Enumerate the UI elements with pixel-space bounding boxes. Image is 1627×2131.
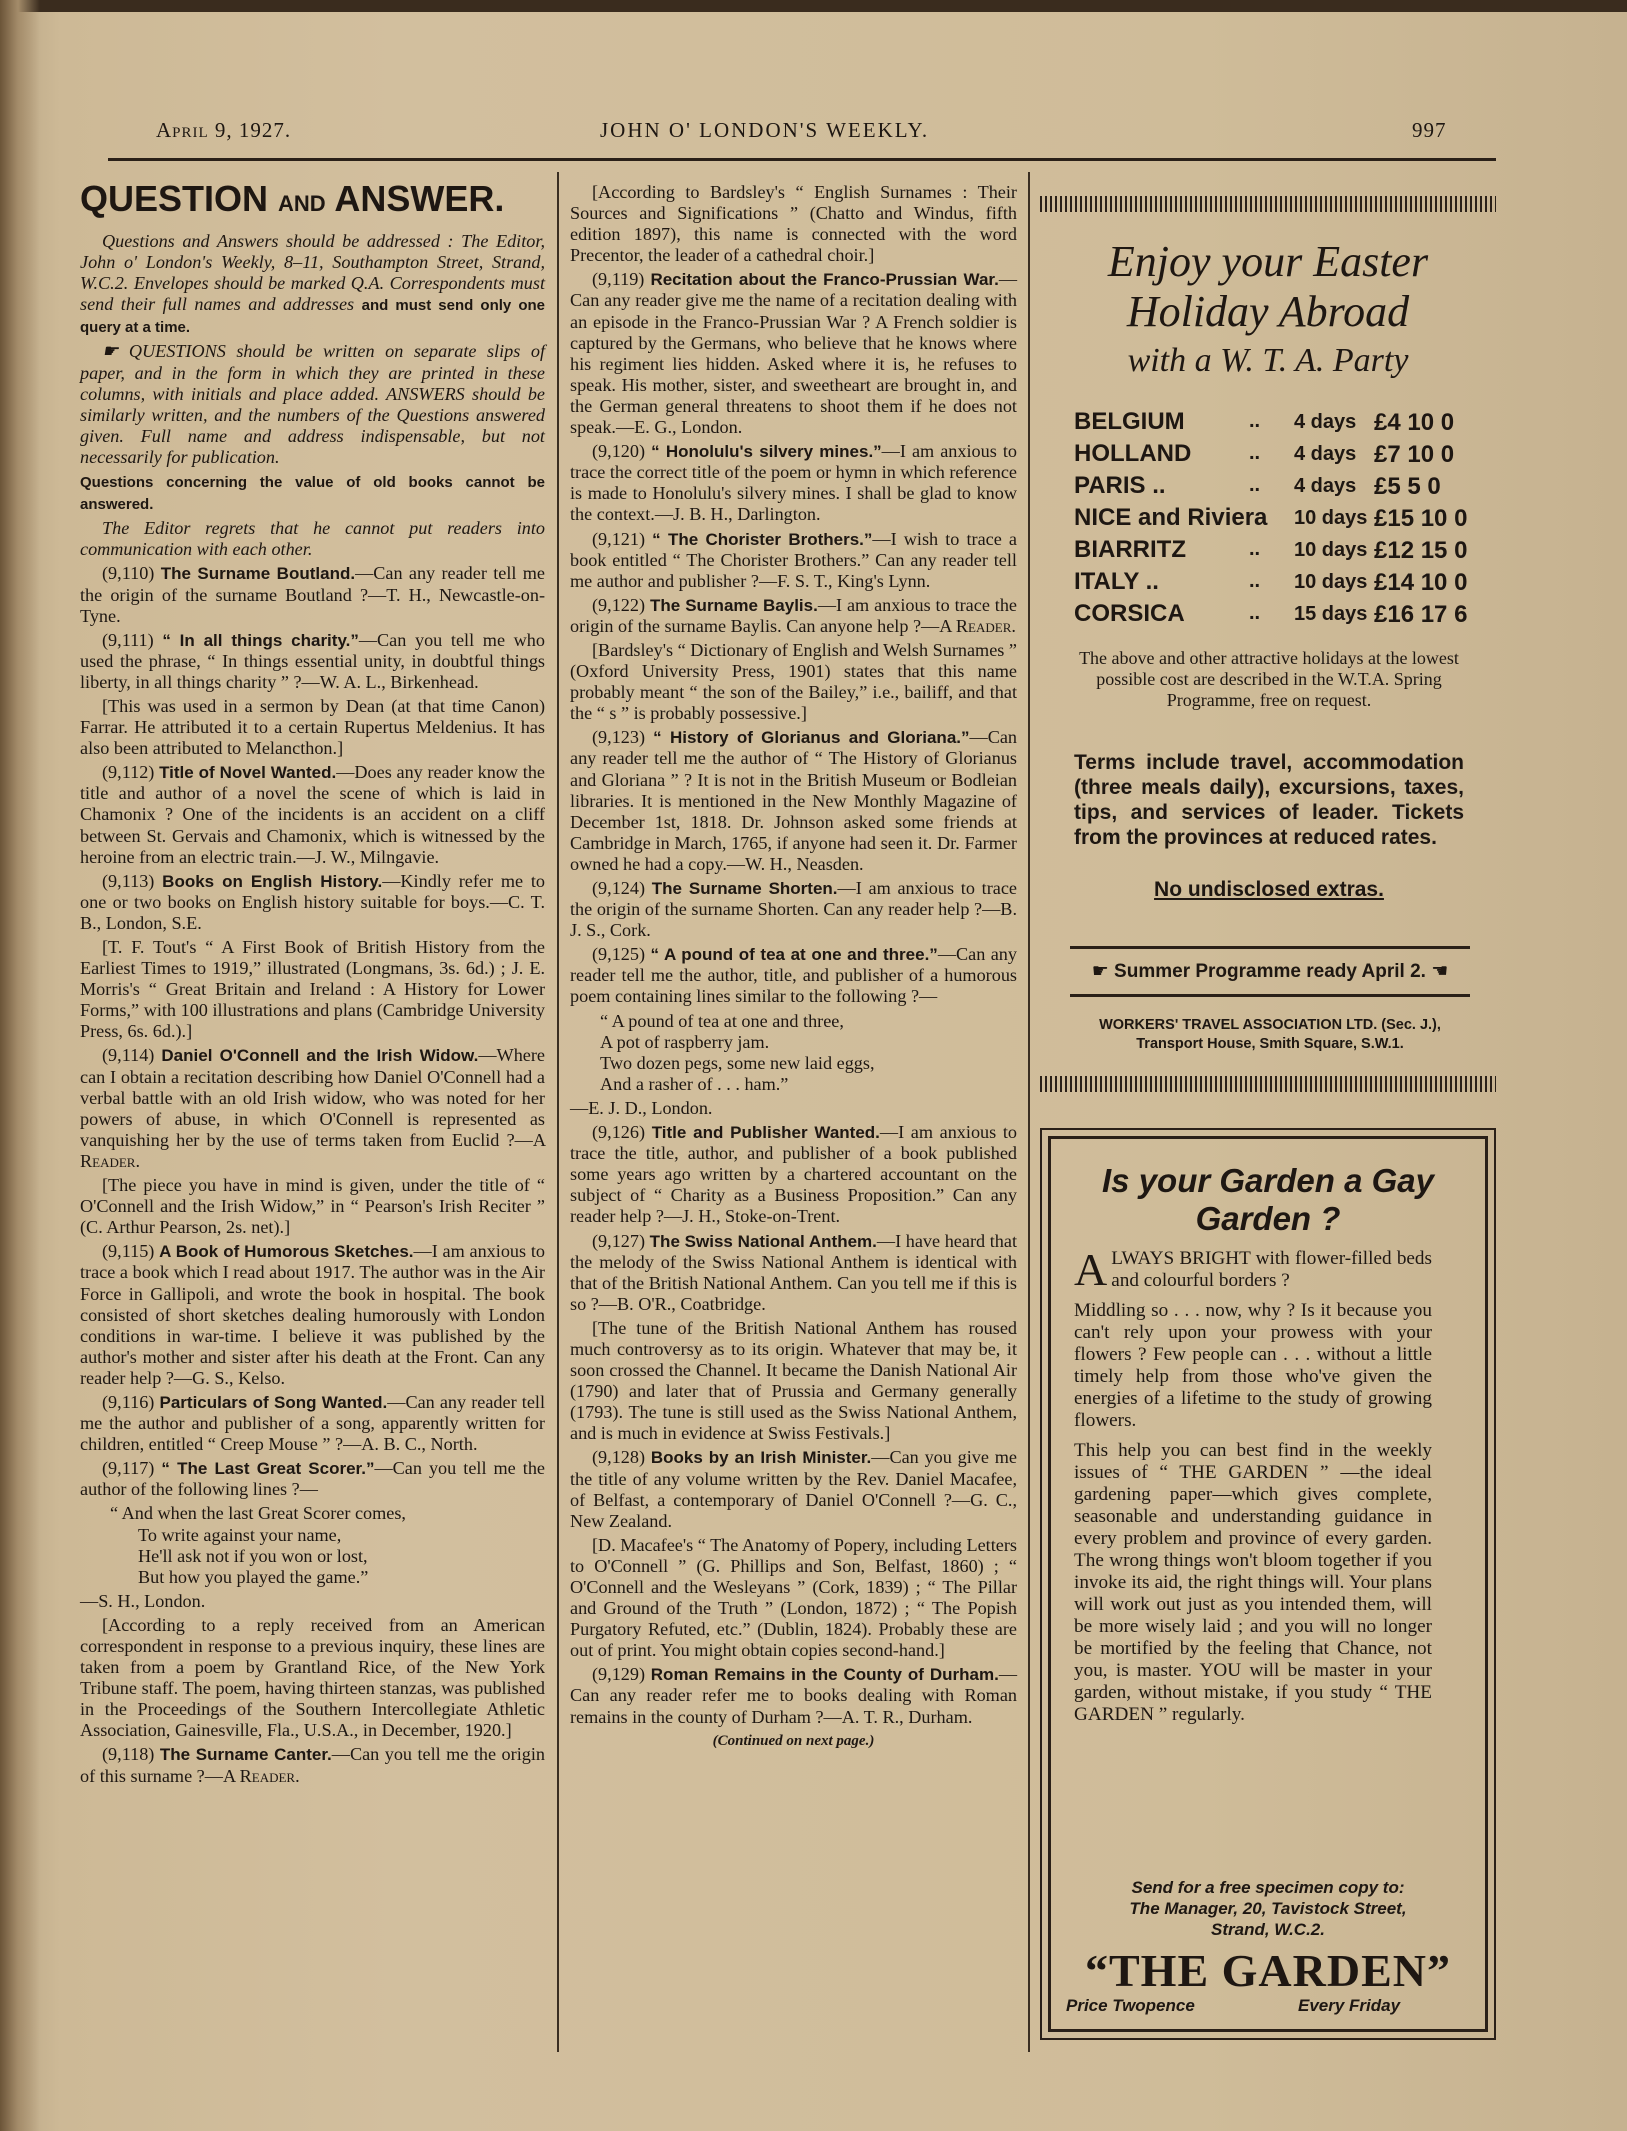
query-9121: (9,121) “ The Chorister Brothers.”—I wish to trace a book entitled “ The Chorister Brothers.” Can any reader tell me author and publisher ?—F. S. T., King's Lynn. [570, 528, 1018, 591]
column-1 [80, 178, 545, 1790]
query-9110: (9,110) The Surname Boutland.—Can any reader tell me the origin of the surname Boutland ?—T. H., Newcastle-on-Tyne. [80, 563, 545, 626]
hatch-border-top [1040, 196, 1496, 212]
column-divider-2 [1028, 172, 1030, 2052]
page-binding-edge [0, 0, 40, 2131]
query-9114: (9,114) Daniel O'Connell and the Irish Widow.—Where can I obtain a recitation describing how Daniel O'Connell had a verbal battle with an old Irish widow, who was noted for her powers of abuse, in which O'Connell is represented as vanquishing her by the use of terms taken from Euclid ?—A Reader. [80, 1045, 546, 1171]
column-2 [570, 182, 1017, 1755]
header-rule [108, 158, 1496, 161]
intro-editor-regrets: The Editor regrets that he cannot put readers into communication with each other. [80, 518, 545, 560]
answer-9113: [T. F. Tout's “ A First Book of British History from the Earliest Times to 1919,” illustrated (Longmans, 3s. 6d.) ; J. E. Morris's “ Great Britain and Ireland : A History for Lower Forms,” with 100 illustrations and plans (Cambridge University Press, 6s. 6d.).] [80, 937, 545, 1042]
query-9125: (9,125) “ A pound of tea at one and three.”—Can any reader tell me the author, title, and publisher of a humorous poem containing lines similar to the following ?— [570, 944, 1017, 1007]
query-9117: (9,117) “ The Last Great Scorer.”—Can you tell me the author of the following lines ?— [80, 1458, 545, 1500]
garden-logo: “THE GARDEN” [1085, 1945, 1451, 1996]
destination-row: BELGIUM .. 4 days £4 10 0 [1074, 408, 1455, 436]
query-9113: (9,113) Books on English History.—Kindly refer me to one or two books on English history suitable for boys.—C. T. B., London, S.E. [80, 870, 546, 933]
wta-organisation: WORKERS' TRAVEL ASSOCIATION LTD. (Sec. J.), Transport House, Smith Square, S.W.1. [1099, 1017, 1441, 1052]
verse-9117: “ And when the last Great Scorer comes, To write against your name, He'll ask not if you won or lost, But how you played the game.” [110, 1503, 406, 1587]
query-9122: (9,122) The Surname Baylis.—I am anxious to trace the origin of the surname Baylis. Can anyone help ?—A Reader. [570, 594, 1017, 636]
continued-note: (Continued on next page.) [712, 1732, 875, 1749]
garden-frequency: Every Friday [1298, 1996, 1401, 2015]
wta-no-extras: No undisclosed extras. [1154, 878, 1384, 901]
garden-price: Price Twopence [1066, 1996, 1195, 2015]
header-page-number: 997 [1412, 118, 1447, 142]
wta-terms: Terms include travel, accommodation (three meals daily), excursions, taxes, tips, and services of leader. Tickets from the provinces at reduced rates. [1074, 751, 1464, 849]
garden-para-2: Middling so . . . now, why ? Is it because you can't rely upon your prowess with your flowers ? Few people can . . . without a little timely help from those who've given the energies of a lifetime to the study of growing flowers. [1074, 1300, 1432, 1431]
garden-send-for-copy: Send for a free specimen copy to: The Manager, 20, Tavistock Street, Strand, W.C.2. [1129, 1878, 1407, 1939]
destination-row: PARIS .. .. 4 days £5 5 0 [1074, 472, 1441, 500]
column-divider-1 [557, 172, 559, 2052]
query-9116: (9,116) Particulars of Song Wanted.—Can any reader tell me the author and publisher of a song, apparently written for children, entitled “ Creep Mouse ” ?—A. B. C., North. [80, 1391, 546, 1455]
query-9126: (9,126) Title and Publisher Wanted.—I am anxious to trace the title, author, and publisher of a book published some years ago written by a chartered accountant on the subject of “ Charity as a Business Proposition.” Can any reader help ?—J. H., Stoke-on-Trent. [570, 1122, 1017, 1227]
query-9128: (9,128) Books by an Irish Minister.—Can you give me the title of any volume written by the Rev. Daniel Macafee, of Belfast, a contemporary of Daniel O'Connell ?—G. C., New Zealand. [570, 1447, 1017, 1531]
query-9124: (9,124) The Surname Shorten.—I am anxious to trace the origin of the surname Shorten. Can any reader help ?—B. J. S., Cork. [570, 878, 1017, 941]
query-9112: (9,112) Title of Novel Wanted.—Does any reader know the title and author of a novel the scene of which is laid in Chamonix ? One of the incidents is an accident on a cliff between St. Gervais and Chamonix, which is witnessed by the heroine from an electric train.—J. W., Milngavie. [80, 762, 545, 867]
query-9127: (9,127) The Swiss National Anthem.—I have heard that the melody of the Swiss National Anthem is identical with that of the British National Anthem. Can you tell me if this is so ?—B. O'R., Coatbridge. [570, 1230, 1017, 1314]
query-9120: (9,120) “ Honolulu's silvery mines.”—I am anxious to trace the correct title of the poem or hymn in which reference is made to Honolulu's silvery mines. I shall be glad to know the context.—J. B. H., Darlington. [570, 441, 1018, 525]
answer-9114: [The piece you have in mind is given, under the title of “ O'Connell and the Irish Widow,” in “ Pearson's Irish Reciter ” (C. Arthur Pearson, 2s. net).] [80, 1175, 545, 1238]
destination-row: HOLLAND .. 4 days £7 10 0 [1074, 440, 1455, 468]
wta-rule [1070, 994, 1470, 997]
answer-9118: [According to Bardsley's “ English Surnames : Their Sources and Significations ” (Chatto and Windus, fifth edition 1897), this name is connected with the word Precentor, the leader of a cathedral choir.] [570, 182, 1017, 266]
query-9115: (9,115) A Book of Humorous Sketches.—I am anxious to trace a book which I read about 1917. The author was in the Air Force in Gallipoli, and wrote the book in hospital. The book consisted of short sketches dealing humorously with London conditions in war-time. I believe it was published by the author's mother and sister after his death at the Front. Can any reader help ?—G. S., Kelso. [80, 1241, 546, 1388]
wta-advert: Enjoy your Easter Holiday Abroad with a W. T. A. Party BELGIUM .. 4 days £4 10 0 HOLLAND .. 4 days £7 10 0 PARIS .. .. 4 days £5 5 0 NICE and Riviera 10 days £15 10 0 BIARRITZ .. 10 days £12 15 0 ITALY .. .. 10 days £14 10 0 CORSICA .. 15 days £16 17 6 The above and other attractive holidays at the lowest possible cost are described in the W.T.A. Spring Programme, free on request. Terms include travel, accommodation (three meals daily), excursions, taxes, tips, and services of leader. Tickets from the provinces at reduced rates. No undisclosed extras. ☛ Summer Programme ready April 2. ☚ WORKERS' TRAVEL ASSOCIATION LTD. (Sec. J.), Transport House, Smith Square, S.W.1. [1040, 172, 1496, 1072]
answer-9111: [This was used in a sermon by Dean (at that time Canon) Farrar. He attributed it to a certain Rupertus Meldenius. It has also been attributed to Melancthon.] [80, 695, 545, 759]
hatch-border-bottom [1040, 1076, 1496, 1092]
destination-row: ITALY .. .. 10 days £14 10 0 [1074, 568, 1468, 596]
destination-row: NICE and Riviera 10 days £15 10 0 [1074, 504, 1468, 532]
query-9111: (9,111) “ In all things charity.”—Can you tell me who used the phrase, “ In things essential unity, in doubtful things liberty, in all things charity ” ?—W. A. L., Birkenhead. [80, 629, 545, 692]
header-title: JOHN O' LONDON'S WEEKLY. [600, 118, 930, 142]
intro-old-books: Questions concerning the value of old books cannot be answered. [80, 474, 545, 514]
query-9119: (9,119) Recitation about the Franco-Prussian War.—Can any reader give me the name of a recitation dealing with an episode in the Franco-Prussian War ? A French soldier is captured by the Germans, who believe that he knows where his regiment lies hidden. Asked where it is, he refuses to speak. His mother, sister, and sweetheart are brought in, and the German general threatens to shoot them if he does not speak.—E. G., London. [570, 269, 1017, 438]
answer-9128: [D. Macafee's “ The Anatomy of Popery, including Letters to O'Connell ” (G. Phillips and Son, Belfast, 1860) ; “ O'Connell and the Wesleyans ” (Cork, 1839) ; “ The Pillar and Ground of the Truth ” (London, 1872) ; “ The Popish Purgatory Refuted, etc.” (Dublin, 1824). Probably these are out of print. You might obtain copies second-hand.] [570, 1534, 1017, 1661]
answer-9117: [According to a reply received from an American correspondent in response to a previous inquiry, these lines are taken from a poem by Grantland Rice, of the New York Tribune staff. The poem, having thirteen stanzas, was published in the Proceedings of the Southern Intercollegiate Athletic Association, Gainesville, Fla., U.S.A., in December, 1920.] [80, 1614, 545, 1741]
intro-address: Questions and Answers should be addressed : The Editor, John o' London's Weekly, 8–11, Southampton Street, Strand, W.C.2. Envelopes should be marked Q.A. Correspondents must send their full names and addresses and must send only one query at a time. [80, 231, 546, 337]
signature-9117: —S. H., London. [80, 1590, 206, 1611]
answer-9127: [The tune of the British National Anthem has roused much controversy as to its origin. Whatever that may be, it soon crossed the Channel. It became the Danish National Air (1790) and later that of Prussia and Germany generally (1793). The tune is still used as the Swiss National Anthem, and is much in evidence at Swiss Festivals.] [570, 1317, 1017, 1444]
intro-instructions: ☛ QUESTIONS should be written on separate slips of paper, and in the form in which they are printed in these columns, with initials and place added. ANSWERS should be similarly written, and the numbers of the Questions answered given. Full name and address indispensable, but not necessarily for publication. [80, 341, 545, 467]
section-title: QUESTION AND ANSWER. [80, 178, 505, 219]
header-date: April 9, 1927. [156, 118, 292, 142]
wta-note: The above and other attractive holidays at the lowest possible cost are described in the W.T.A. Spring Programme, free on request. [1079, 648, 1459, 710]
query-9118: (9,118) The Surname Canter.—Can you tell me the origin of this surname ?—A Reader. [80, 1744, 545, 1786]
garden-heading: Is your Garden a Gay Garden ? [1102, 1162, 1434, 1237]
destination-row: BIARRITZ .. 10 days £12 15 0 [1074, 536, 1468, 564]
answer-9122: [Bardsley's “ Dictionary of English and Welsh Surnames ” (Oxford University Press, 1901) states that this name probably meant “ the son of the Bailey,” i.e., bailiff, and that the “ s ” is probably possessive.] [570, 639, 1017, 724]
wta-rule [1070, 946, 1470, 949]
page-top-edge [0, 0, 1627, 12]
garden-body [1074, 1244, 1432, 1734]
query-9129: (9,129) Roman Remains in the County of Durham.—Can any reader refer me to books dealing with Roman remains in the county of Durham ?—A. T. R., Durham. [570, 1664, 1017, 1727]
garden-para-1: ALWAYS BRIGHT with flower-filled beds and colourful borders ? [1074, 1244, 1432, 1295]
signature-9125: —E. J. D., London. [570, 1097, 713, 1118]
verse-9125: “ A pound of tea at one and three, A pot of raspberry jam. Two dozen pegs, some new laid eggs, And a rasher of . . . ham.” [600, 1010, 875, 1094]
destination-row: CORSICA .. 15 days £16 17 6 [1074, 600, 1468, 628]
garden-para-3: This help you can best find in the weekly issues of “ THE GARDEN ” —the ideal gardening paper—which gives complete, seasonable and understanding guidance in every problem and province of every garden. The wrong things won't bloom together if you invoke its aid, the right things will. Your plans will work out just as you intended them, will be more wisely laid ; and you will no longer be mortified by the feeling that Chance, not you, is master. YOU will be master in your garden, without mistake, if you study “ THE GARDEN ” regularly. [1074, 1440, 1432, 1725]
wta-summer-programme: ☛ Summer Programme ready April 2. ☚ [1091, 961, 1449, 982]
query-9123: (9,123) “ History of Glorianus and Gloriana.”—Can any reader tell me the author of “ The History of Glorianus and Gloriana ” ? It is not in the British Museum or Bodleian libraries. It is mentioned in the New Monthly Magazine of December 1st, 1818. Dr. Johnson asked some friends at Cambridge in March, 1765, if anyone had seen it. Dr. Farmer owned he had a copy.—W. H., Neasden. [570, 727, 1017, 874]
